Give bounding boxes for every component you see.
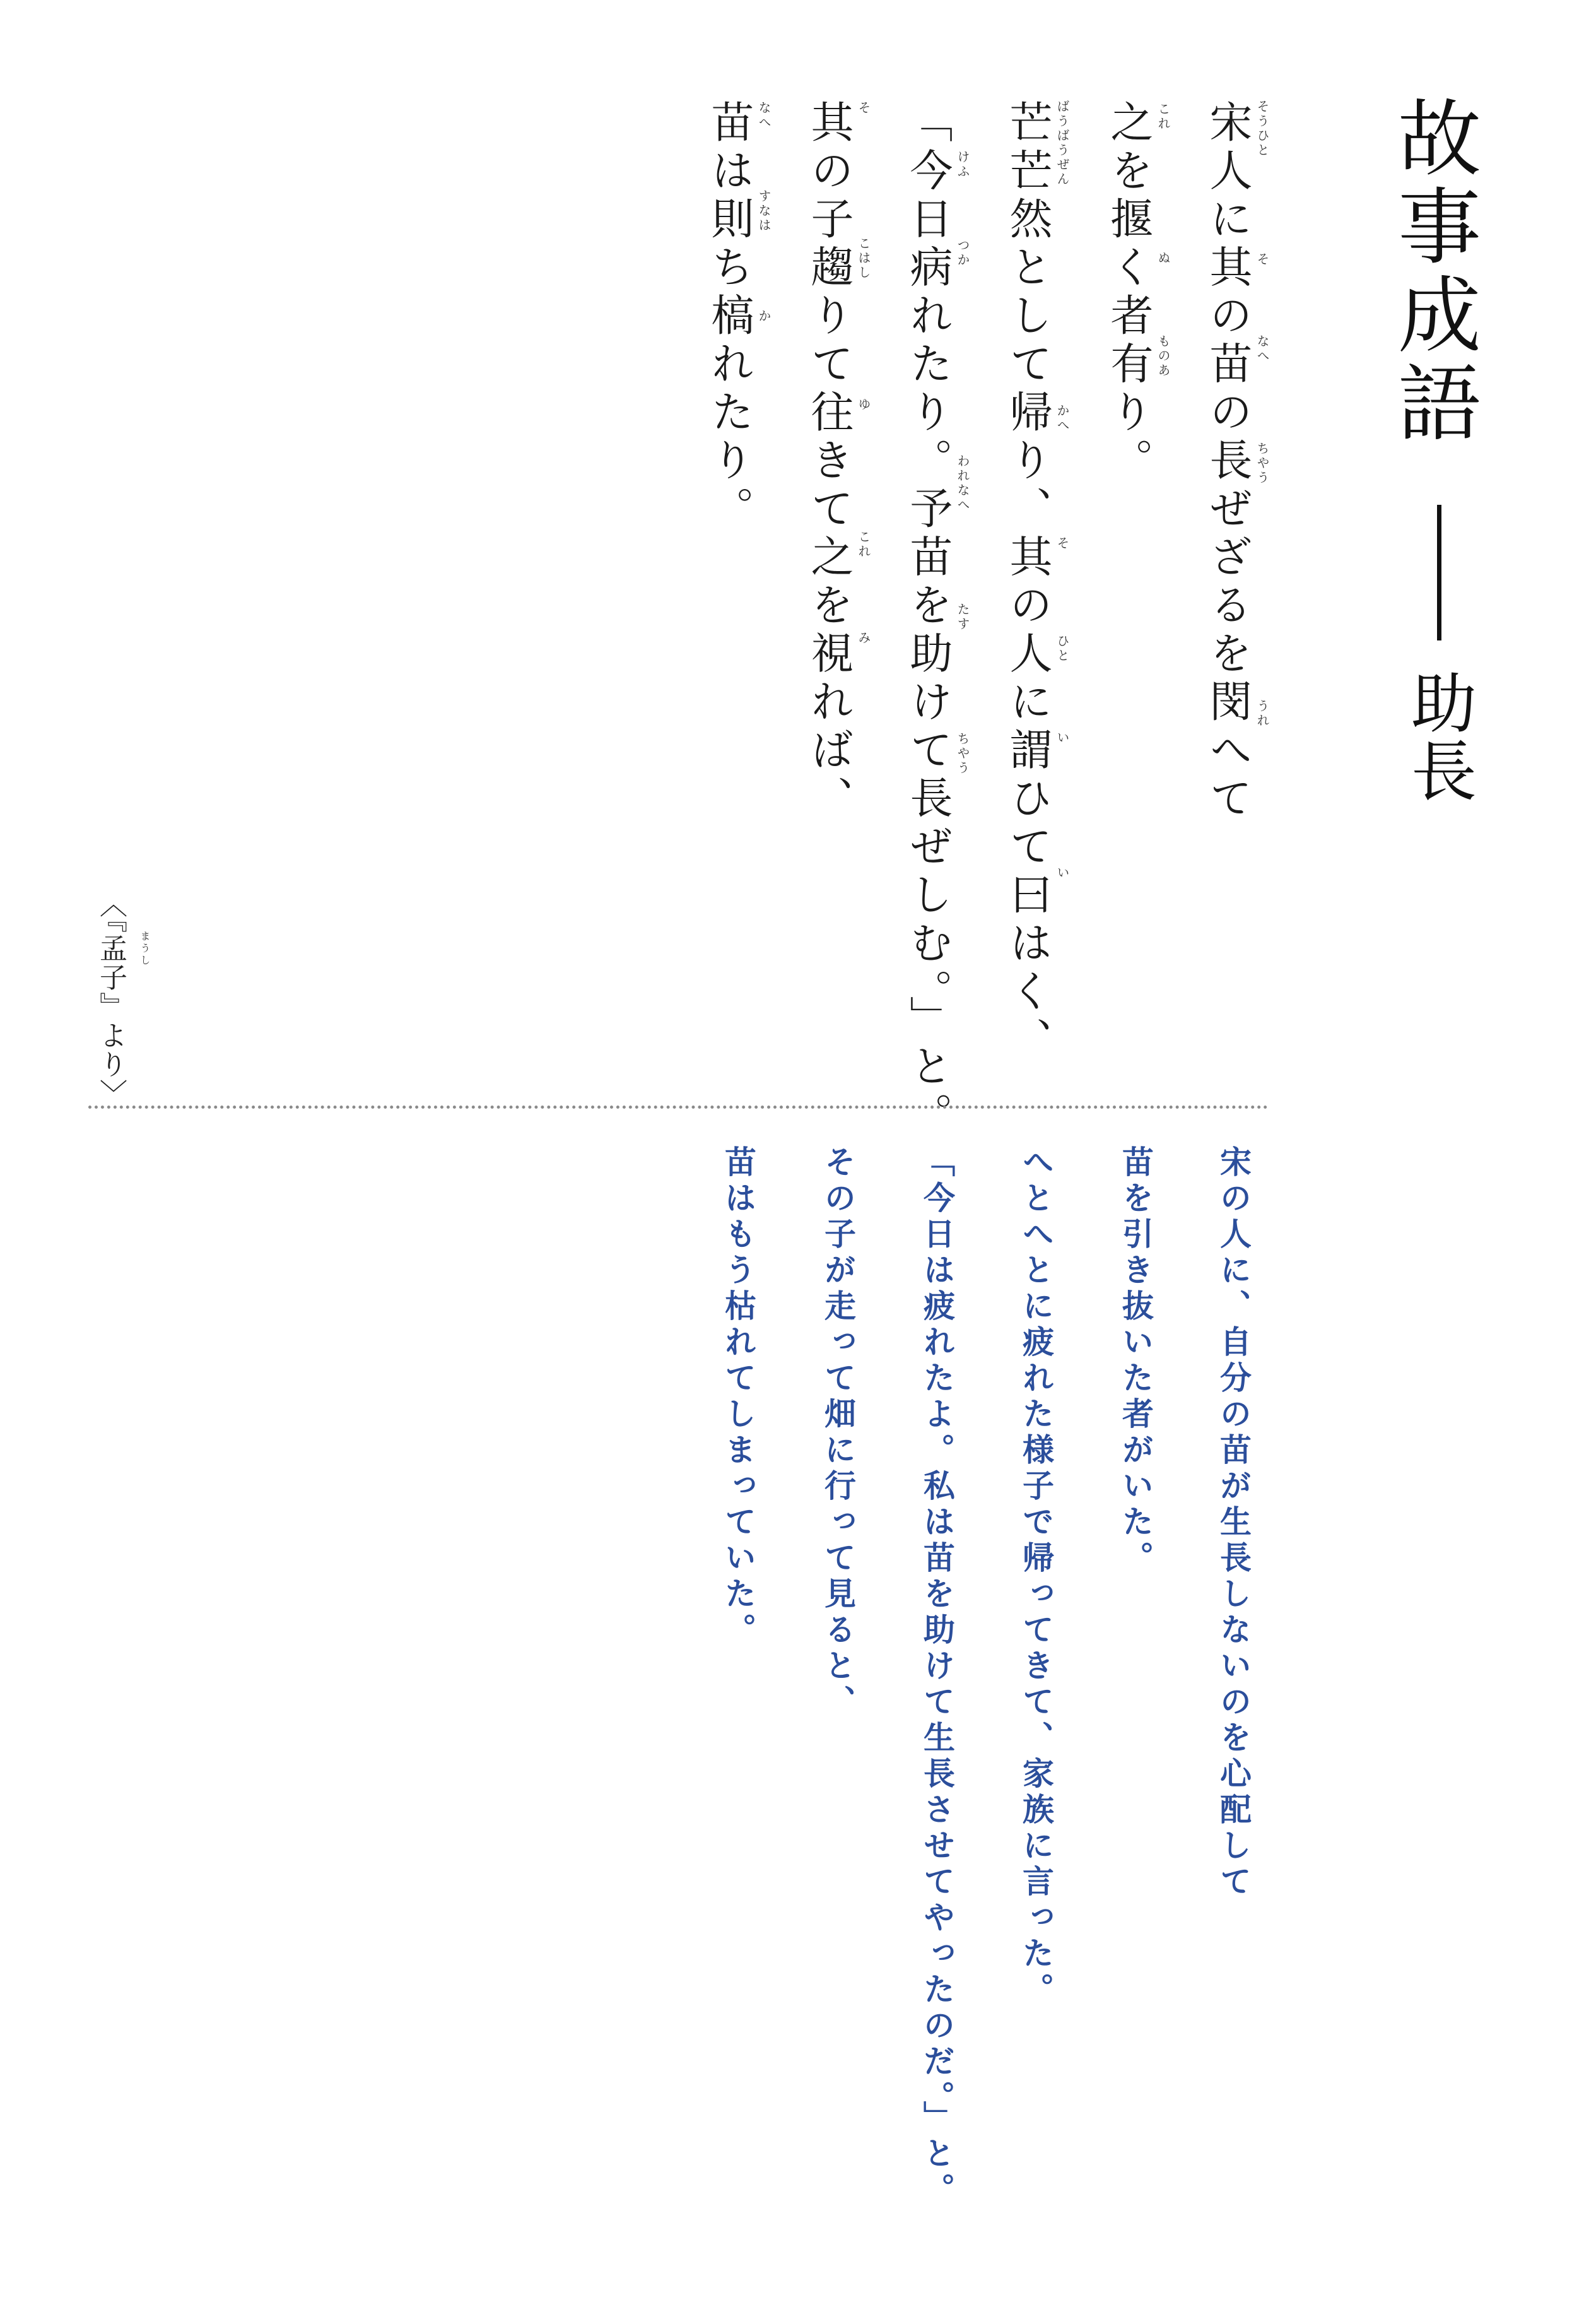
ruby-nu: ぬ <box>1156 251 1171 266</box>
original-line-3: 芒芒然として帰り、其の人に謂ひて曰はく、 <box>1002 100 1052 1065</box>
ruby-boubouzen: ばうばうぜん <box>1055 100 1070 187</box>
ruby-kae: かへ <box>1055 404 1070 433</box>
ruby-so-1: そ <box>1255 252 1270 267</box>
source-citation: 〈『孟子』より〉 <box>95 890 127 1108</box>
translation-line-4: 「今日は疲れたよ。私は苗を助けて生長させてやったのだ。」と。 <box>918 1145 956 2209</box>
ruby-yu: ゆ <box>856 398 871 412</box>
ruby-kefu: けふ <box>955 150 970 179</box>
ruby-so-3: そ <box>856 101 871 115</box>
title-dash <box>1437 505 1441 640</box>
ruby-ure: うれ <box>1255 699 1270 728</box>
translation-line-5: その子が走って畑に行って見ると、 <box>819 1145 857 1721</box>
translation-line-1: 宋の人に、自分の苗が生長しないのを心配して <box>1215 1145 1252 1901</box>
ruby-tsuka: つか <box>955 239 970 268</box>
ruby-chou-2: ちやう <box>955 732 970 776</box>
ruby-moushi: まうし <box>139 931 151 967</box>
ruby-kore-1: これ <box>1156 102 1171 131</box>
ruby-kore-2: これ <box>856 530 871 559</box>
ruby-ka: か <box>756 309 772 324</box>
page-title: 故事成語 <box>1383 95 1481 448</box>
ruby-hito: ひと <box>1055 634 1070 663</box>
ruby-i-1: い <box>1055 731 1070 745</box>
translation-line-3: へとへとに疲れた様子で帰ってきて、家族に言った。 <box>1018 1145 1055 2009</box>
dotted-divider <box>88 1106 1268 1109</box>
page-subtitle: 助長 <box>1400 669 1477 805</box>
original-line-6: 苗は則ち槁れたり。 <box>704 100 754 534</box>
translation-line-6: 苗はもう枯れてしまっていた。 <box>720 1145 757 1649</box>
ruby-mi: み <box>856 631 871 646</box>
ruby-sunaha: すなは <box>756 189 772 233</box>
original-line-1: 宋人に其の苗の長ぜざるを閔へて <box>1202 100 1252 824</box>
ruby-nae-2: なへ <box>756 101 772 130</box>
ruby-i-2: い <box>1055 866 1070 880</box>
ruby-kohashi: こはし <box>856 237 871 280</box>
ruby-tasu: たす <box>955 603 970 632</box>
ruby-soujin: そうひと <box>1255 100 1270 158</box>
ruby-so-2: そ <box>1055 536 1070 551</box>
ruby-monoa: ものあ <box>1156 334 1171 378</box>
original-line-4: 「今日病れたり。予苗を助けて長ぜしむ。」と。 <box>903 100 953 1140</box>
ruby-nae-1: なへ <box>1255 334 1270 363</box>
ruby-chou-1: ちやう <box>1255 442 1270 485</box>
original-line-2: 之を揠く者有り。 <box>1103 100 1153 486</box>
translation-line-2: 苗を引き抜いた者がいた。 <box>1117 1145 1154 1577</box>
ruby-warenae: われなへ <box>955 454 970 512</box>
original-line-5: 其の子趨りて往きて之を視れば、 <box>804 100 854 824</box>
